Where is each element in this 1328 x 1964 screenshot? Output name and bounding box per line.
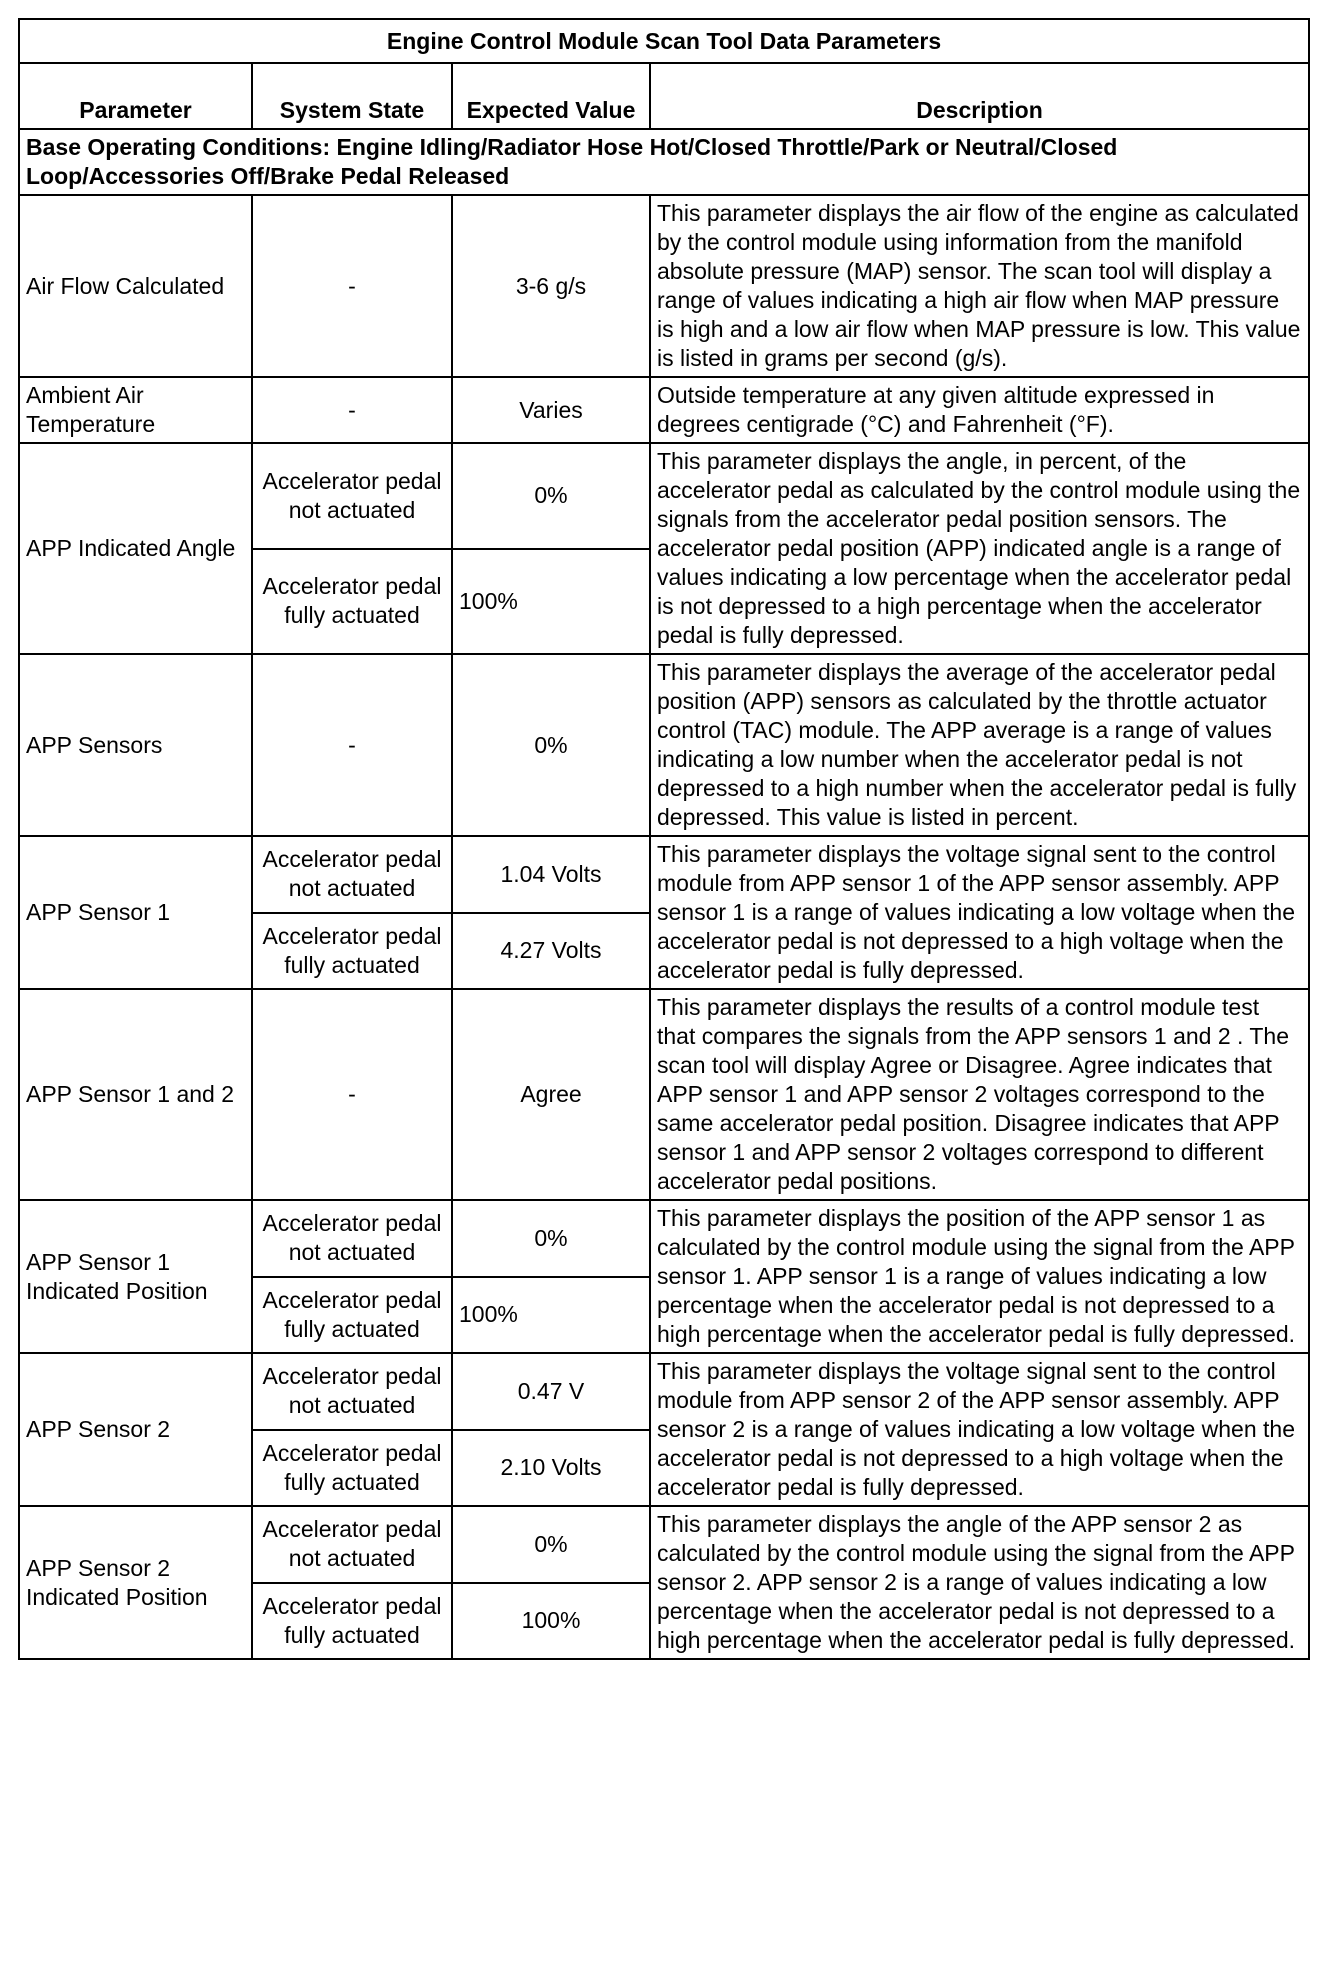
expected-value-cell: 2.10 Volts bbox=[452, 1430, 650, 1507]
system-state-cell: Accelerator pedal not actuated bbox=[252, 1506, 452, 1583]
table-header-row bbox=[19, 63, 1309, 129]
table-title: Engine Control Module Scan Tool Data Parameters bbox=[19, 19, 1309, 63]
description-cell: This parameter displays the air flow of the engine as calculated by the control module using information from the manifold absolute pressure (MAP) sensor. The scan tool will display a range of values indicating a high air flow when MAP pressure is high and a low air flow when MAP pressure is low. This value is listed in grams per second (g/s). bbox=[650, 195, 1309, 377]
expected-value-cell: 4.27 Volts bbox=[452, 913, 650, 990]
system-state-cell: Accelerator pedal not actuated bbox=[252, 1200, 452, 1277]
table-row bbox=[19, 989, 1309, 1200]
header-system-state: System State bbox=[252, 63, 452, 129]
expected-value-cell: 0% bbox=[452, 654, 650, 836]
table-row bbox=[19, 1200, 1309, 1277]
description-cell: Outside temperature at any given altitude expressed in degrees centigrade (°C) and Fahrenheit (°F). bbox=[650, 377, 1309, 443]
system-state-cell: Accelerator pedal fully actuated bbox=[252, 549, 452, 655]
system-state-cell: - bbox=[252, 377, 452, 443]
expected-value-cell: 0% bbox=[452, 443, 650, 549]
table-title-row bbox=[19, 19, 1309, 63]
table-row bbox=[19, 195, 1309, 377]
parameter-cell: Air Flow Calculated bbox=[19, 195, 252, 377]
system-state-cell: - bbox=[252, 654, 452, 836]
table-row bbox=[19, 836, 1309, 913]
system-state-cell: - bbox=[252, 195, 452, 377]
expected-value-cell: 0% bbox=[452, 1506, 650, 1583]
description-cell: This parameter displays the average of the accelerator pedal position (APP) sensors as calculated by the throttle actuator control (TAC) module. The APP average is a range of values indicating a low number when the accelerator pedal is not depressed to a high number when the accelerator pedal is fully depressed. This value is listed in percent. bbox=[650, 654, 1309, 836]
expected-value-cell: 100% bbox=[452, 549, 650, 655]
expected-value-cell: Varies bbox=[452, 377, 650, 443]
parameter-cell: Ambient Air Temperature bbox=[19, 377, 252, 443]
system-state-cell: Accelerator pedal fully actuated bbox=[252, 1277, 452, 1354]
table-row bbox=[19, 1506, 1309, 1583]
table-row bbox=[19, 377, 1309, 443]
system-state-cell: Accelerator pedal not actuated bbox=[252, 836, 452, 913]
expected-value-cell: 0% bbox=[452, 1200, 650, 1277]
expected-value-cell: 1.04 Volts bbox=[452, 836, 650, 913]
table-row bbox=[19, 443, 1309, 549]
description-cell: This parameter displays the angle of the APP sensor 2 as calculated by the control module using the signal from the APP sensor 2. APP sensor 2 is a range of values indicating a low percentage when the accelerator pedal is not depressed to a high percentage when the accelerator pedal is fully depressed. bbox=[650, 1506, 1309, 1659]
header-description: Description bbox=[650, 63, 1309, 129]
header-expected-value: Expected Value bbox=[452, 63, 650, 129]
expected-value-cell: 3-6 g/s bbox=[452, 195, 650, 377]
expected-value-cell: 100% bbox=[452, 1277, 650, 1354]
parameter-cell: APP Sensor 2 Indicated Position bbox=[19, 1506, 252, 1659]
system-state-cell: Accelerator pedal fully actuated bbox=[252, 913, 452, 990]
parameter-cell: APP Sensor 2 bbox=[19, 1353, 252, 1506]
system-state-cell: Accelerator pedal not actuated bbox=[252, 1353, 452, 1430]
parameter-cell: APP Sensor 1 and 2 bbox=[19, 989, 252, 1200]
system-state-cell: Accelerator pedal fully actuated bbox=[252, 1583, 452, 1660]
base-operating-conditions: Base Operating Conditions: Engine Idling/Radiator Hose Hot/Closed Throttle/Park or Neutral/Closed Loop/Accessories Off/Brake Pedal Released bbox=[19, 129, 1309, 195]
description-cell: This parameter displays the voltage signal sent to the control module from APP sensor 2 of the APP sensor assembly. APP sensor 2 is a range of values indicating a low voltage when the accelerator pedal is not depressed to a high voltage when the accelerator pedal is fully depressed. bbox=[650, 1353, 1309, 1506]
parameter-cell: APP Indicated Angle bbox=[19, 443, 252, 654]
system-state-cell: Accelerator pedal not actuated bbox=[252, 443, 452, 549]
scan-tool-data-table bbox=[18, 18, 1310, 1660]
parameter-cell: APP Sensor 1 bbox=[19, 836, 252, 989]
description-cell: This parameter displays the results of a control module test that compares the signals from the APP sensors 1 and 2 . The scan tool will display Agree or Disagree. Agree indicates that APP sensor 1 and APP sensor 2 voltages correspond to the same accelerator pedal position. Disagree indicates that APP sensor 1 and APP sensor 2 voltages correspond to different accelerator pedal positions. bbox=[650, 989, 1309, 1200]
description-cell: This parameter displays the voltage signal sent to the control module from APP sensor 1 of the APP sensor assembly. APP sensor 1 is a range of values indicating a low voltage when the accelerator pedal is not depressed to a high voltage when the accelerator pedal is fully depressed. bbox=[650, 836, 1309, 989]
system-state-cell: Accelerator pedal fully actuated bbox=[252, 1430, 452, 1507]
header-parameter: Parameter bbox=[19, 63, 252, 129]
base-conditions-row bbox=[19, 129, 1309, 195]
parameter-cell: APP Sensors bbox=[19, 654, 252, 836]
table-row bbox=[19, 654, 1309, 836]
description-cell: This parameter displays the angle, in percent, of the accelerator pedal as calculated by the control module using the signals from the accelerator pedal position sensors. The accelerator pedal position (APP) indicated angle is a range of values indicating a low percentage when the accelerator pedal is not depressed to a high percentage when the accelerator pedal is fully depressed. bbox=[650, 443, 1309, 654]
description-cell: This parameter displays the position of the APP sensor 1 as calculated by the control module using the signal from the APP sensor 1. APP sensor 1 is a range of values indicating a low percentage when the accelerator pedal is not depressed to a high percentage when the accelerator pedal is fully depressed. bbox=[650, 1200, 1309, 1353]
expected-value-cell: 0.47 V bbox=[452, 1353, 650, 1430]
expected-value-cell: Agree bbox=[452, 989, 650, 1200]
expected-value-cell: 100% bbox=[452, 1583, 650, 1660]
table-row bbox=[19, 1353, 1309, 1430]
parameter-cell: APP Sensor 1 Indicated Position bbox=[19, 1200, 252, 1353]
system-state-cell: - bbox=[252, 989, 452, 1200]
